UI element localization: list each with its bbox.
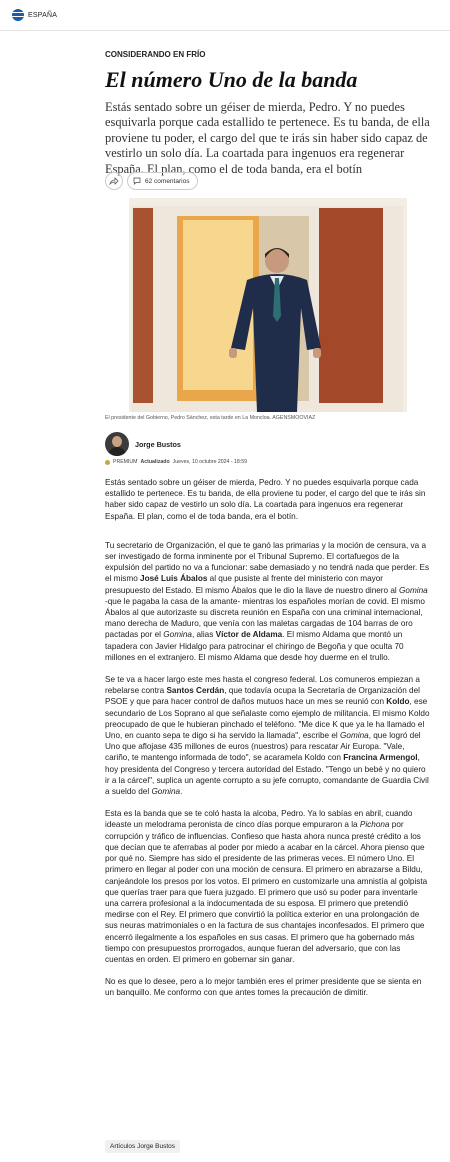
article-meta <box>105 459 430 465</box>
paragraph-text: al que pusiste al frente del ministerio con mayor presupuesto del Estado. El mismo Ábalos que le dio la llave de nuestro dinero al <box>105 574 400 595</box>
photo-caption-text: El presidente del Gobierno, Pedro Sánchez, esta tarde en La Moncloa. <box>105 415 273 421</box>
byline <box>105 432 430 456</box>
photo-credit: AGENSMOOVIAZ <box>272 415 316 421</box>
paragraph-text: , alias <box>191 630 216 640</box>
italic-term: Gomina <box>399 585 428 595</box>
body-paragraph <box>105 540 430 663</box>
paragraph-text: -que le pagaba la casa de la amante- mientras los españoles morían de covid. El mismo Ábalos al que autorizaste su discreta reunión en España con una criminal internacional, mano derecha de Maduro, que venía con las maletas cargadas de 104 barras de oro pactadas por el <box>105 596 425 640</box>
share-icon <box>109 176 119 186</box>
bold-name: Francina Armengol <box>343 753 418 763</box>
share-button[interactable] <box>105 172 123 190</box>
paragraph-text: , que logró del Uno que aflojase 435 millones de euros (nuestros) para rescatar Air Europa. "Vale, cariño, te mantengo informada de todo", se acaramela Koldo con <box>105 731 421 763</box>
body-paragraph <box>105 808 430 965</box>
comment-icon <box>133 177 141 185</box>
standfirst: Estás sentado sobre un géiser de mierda, Pedro. Y no puedes esquivarla porque cada estallido te pertenece. Es tu banda, de ella proviene tu poder, el cargo del que te irás sin haber sido capaz de vestirlo un solo día. La coartada para ingenuos era regenerar España. El plan, como el de toda banda, era el botín <box>105 100 430 176</box>
paragraph-text: Esta es la banda que se te coló hasta la alcoba, Pedro. Ya lo sabías en abril, cuando ideaste un melodrama peronista de cinco días porque empuraron a la <box>105 809 413 830</box>
paragraph-text: Estás sentado sobre un géiser de mierda, Pedro. Y no puedes esquivarla porque cada estallido te pertenece. Es tu banda, de ella proviene tu poder, el cargo del que te irás sin haber sido capaz de vestirlo un solo día. La coartada para ingenuos era regenerar España. El plan, como el de toda banda, era el botín. <box>105 478 426 521</box>
bold-name: José Luis Ábalos <box>140 574 208 584</box>
author-articles-tag[interactable]: Artículos Jorge Bustos <box>105 1140 180 1153</box>
author-name[interactable]: Jorge Bustos <box>135 439 181 449</box>
paragraph-text: . <box>180 787 183 797</box>
bold-name: Santos Cerdán <box>166 686 225 696</box>
paragraph-text: Tu secretario de Organización, el que te ganó las primarias y la moción de censura, va a ser investigado de forma inminente por el Tribunal Supremo. El cortafuegos de la expulsión del partido no va a funcionar: sabe demasiado y no tendrá nada que perder. Es el mismo <box>105 540 430 584</box>
body-paragraph <box>105 674 430 797</box>
bold-name: Koldo <box>386 697 410 707</box>
italic-term: Gomina <box>163 630 192 640</box>
top-bar <box>0 0 450 31</box>
photo-caption <box>105 415 430 421</box>
headline: El número Uno de la banda <box>105 67 358 92</box>
article-actions <box>105 172 430 190</box>
globe-icon <box>12 9 24 21</box>
author-avatar[interactable] <box>105 432 129 456</box>
premium-icon <box>105 460 110 465</box>
comments-button[interactable] <box>127 172 198 190</box>
body-paragraph <box>105 477 430 522</box>
paragraph-text: , ese secundario de Los Soprano al que señalaste como ejemplo de militancia. El mismo Koldo preocupado de que le hubieran pinchado el teléfono. "Me dice K que ya le ha llamado el Uno, en cuanto sepa te digo si ha servido la llamada", escribe el <box>105 697 430 741</box>
section-link[interactable]: ESPAÑA <box>28 11 58 19</box>
premium-badge: PREMIUM <box>113 459 138 465</box>
italic-term: Gomina <box>340 731 369 741</box>
lead-photo <box>107 198 429 412</box>
italic-term: Gomina <box>151 787 181 797</box>
italic-term: Pichona <box>359 820 390 830</box>
updated-label: Actualizado <box>140 459 170 465</box>
paragraph-text: , hoy presidenta del Congreso y tercera autoridad del Estado. "Tengo un bebé y no quiero ir a la cárcel", suplica un agente corrupto a su jefe corrupto, comandante de Guardia Civil a sueldo del <box>105 753 429 797</box>
comments-count: 62 comentarios <box>145 177 190 185</box>
bold-name: Víctor de Aldama <box>215 630 283 640</box>
paragraph-text: No es que lo desee, pero a lo mejor también eres el primer presidente que se sienta en un banquillo. Me conformo con que antes tomes la precaución de dimitir. <box>105 977 422 998</box>
paragraph-text: . El mismo Aldama que montó un tapadera con Javier Hidalgo para patrocinar el chiringo de Begoña y que oculta 70 millones en el extranjero. El mismo Aldama que desde hoy duerme en el trullo. <box>105 630 404 662</box>
body-paragraph <box>105 976 430 998</box>
publish-date: Jueves, 10 octubre 2024 - 18:59 <box>172 459 248 465</box>
paragraph-text: por corrupción y tráfico de influencias. Confieso que hasta ahora nunca presté crédito a los que decían que te aferrabas al poder por miedo a acabar en la cárcel. Ahora pienso que por qué no. Siempre has sido el presidente de las primeras veces. El número Uno. El primero en llegar al poder con una moción de censura. El primero en abrazarse a Bildu, canjeándole los presos por los votos. El primero en customizarle una amnistía al golpista que querías traer para que fuera juzgado. El primero que usó su poder para inventarle una carrera profesional a la indocumentada de su esposa. El primero que pretendió medirse con el Rey. El primero que convirtió la política exterior en una prolongación de sus neuras matrimoniales o en la factura de sus chantajes inconfesados. El primero que encerró ilegalmente a los españoles en sus casas. El primero que ha gobernado más tiempo con presupuestos prorrogados, aunque fueran del adversario, que con las cuentas en orden. El primero en gobernar sin ganar. <box>105 820 428 964</box>
paragraph-text: Se te va a hacer largo este mes hasta el congreso federal. Los comuneros empiezan a rebelarse contra <box>105 675 420 696</box>
paragraph-text: , que todavía ocupa la Secretaría de Organización del PSOE y que para hacer control de daños mutuos hace un mes se reunió con <box>105 686 420 707</box>
kicker: CONSIDERANDO EN FRÍO <box>105 50 206 59</box>
article-body <box>105 477 430 1010</box>
